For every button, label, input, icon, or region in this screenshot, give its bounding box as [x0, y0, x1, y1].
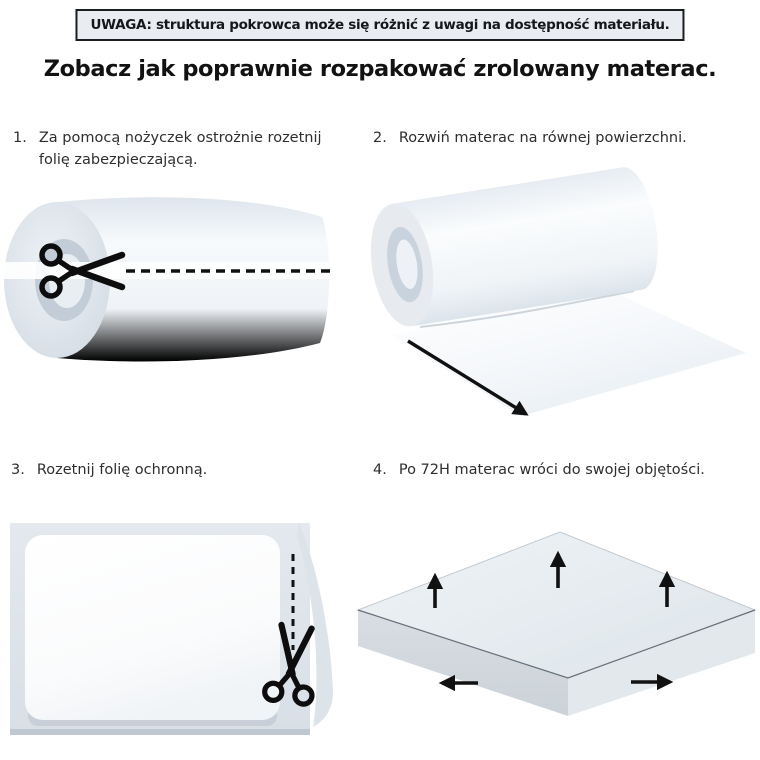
step-1-illustration-rolled-mattress — [0, 195, 340, 395]
warning-banner: UWAGA: struktura pokrowca może się różnić z uwagi na dostępność materiału. — [75, 9, 684, 41]
step-2-text: Rozwiń materac na równej powierzchni. — [398, 130, 687, 146]
step-4-text: Po 72H materac wróci do swojej objętości. — [398, 462, 705, 478]
step-4-number: 4. — [373, 462, 387, 478]
step-2-label — [373, 128, 749, 150]
step-3-text: Rozetnij folię ochronną. — [36, 462, 208, 478]
step-3-illustration-cutting-foil — [0, 510, 345, 760]
mattress-top — [25, 535, 280, 720]
step-4-label — [373, 460, 753, 482]
step-1-label — [13, 128, 335, 172]
step-3-number: 3. — [11, 462, 25, 478]
step-2-illustration-unrolling-mattress — [360, 165, 760, 427]
step-3-label — [11, 460, 341, 482]
foil-bottom-edge — [10, 729, 310, 735]
step-2-number: 2. — [373, 130, 387, 146]
step-1-number: 1. — [13, 130, 27, 146]
page-title: Zobacz jak poprawnie rozpakować zrolowany materac. — [43, 56, 717, 82]
step-4-illustration-expanding-mattress — [350, 520, 760, 760]
step-1-text: Za pomocą nożyczek ostrożnie rozetnij folię zabezpieczającą. — [38, 130, 322, 168]
